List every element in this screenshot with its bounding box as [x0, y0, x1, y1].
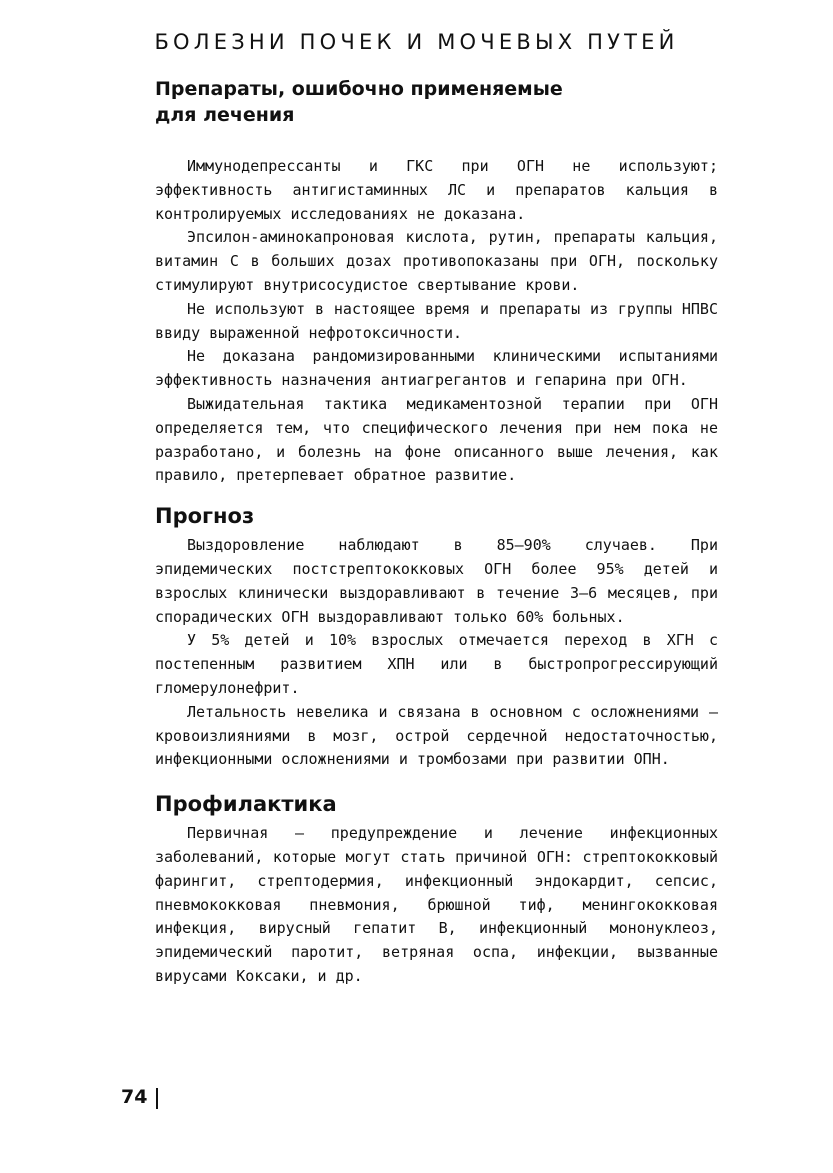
section-prevention [155, 790, 718, 989]
folio-divider [156, 1088, 158, 1109]
paragraph: Эпсилон-аминокапроновая кислота, рутин, препараты кальция, витамин С в больших дозах противопоказаны при ОГН, поскольку стимулируют внутрисосудистое свертывание крови. [155, 228, 718, 294]
running-head: БОЛЕЗНИ ПОЧЕК И МОЧЕВЫХ ПУТЕЙ [154, 30, 679, 54]
paragraph: Выжидательная тактика медикаментозной терапии при ОГН определяется тем, что специфического лечения при нем пока не разработано, и болезнь на фоне описанного выше лечения, как правило, претерпевает обратное развитие. [155, 394, 718, 485]
section-prognosis [155, 502, 718, 772]
section-heading-prognosis: Прогноз [155, 504, 255, 529]
section-ineffective-drugs [155, 76, 718, 488]
section-heading-ineffective-drugs: Препараты, ошибочно применяемые для лечения [155, 78, 563, 126]
paragraph: Не доказана рандомизированными клиническими испытаниями эффективность назначения антиагрегантов и гепарина при ОГН. [155, 347, 718, 390]
section-heading-prevention: Профилактика [155, 792, 337, 817]
paragraph: Выздоровление наблюдают в 85–90% случаев. При эпидемических постстрептококковых ОГН более 95% детей и взрослых клинически выздоравливают в течение 3–6 месяцев, при спорадических ОГН выздоравливают только 60% больных. [155, 536, 718, 626]
paragraph: Не используют в настоящее время и препараты из группы НПВС ввиду выраженной нефротоксичности. [155, 299, 718, 342]
paragraph: Иммунодепрессанты и ГКС при ОГН не используют; эффективность антигистаминных ЛС и препаратов кальция в контролируемых исследованиях не доказана. [155, 157, 718, 223]
paragraph: У 5% детей и 10% взрослых отмечается переход в ХГН с постепенным развитием ХПН или в быстропрогрессирующий гломерулонефрит. [155, 631, 718, 697]
page-body [155, 76, 718, 989]
page-number: 74 [121, 1086, 148, 1108]
paragraph: Первичная — предупреждение и лечение инфекционных заболеваний, которые могут стать причиной ОГН: стрептококковый фарингит, стрептодермия, инфекционный эндокардит, сепсис, пневмококковая пневмония, брюшной тиф, менингококковая инфекция, вирусный гепатит В, инфекционный мононуклеоз, эпидемический паротит, ветряная оспа, инфекции, вызванные вирусами Коксаки, и др. [155, 824, 718, 985]
paragraph: Летальность невелика и связана в основном с осложнениями — кровоизлияниями в мозг, острой сердечной недостаточностью, инфекционными осложнениями и тромбозами при развитии ОПН. [155, 702, 718, 769]
